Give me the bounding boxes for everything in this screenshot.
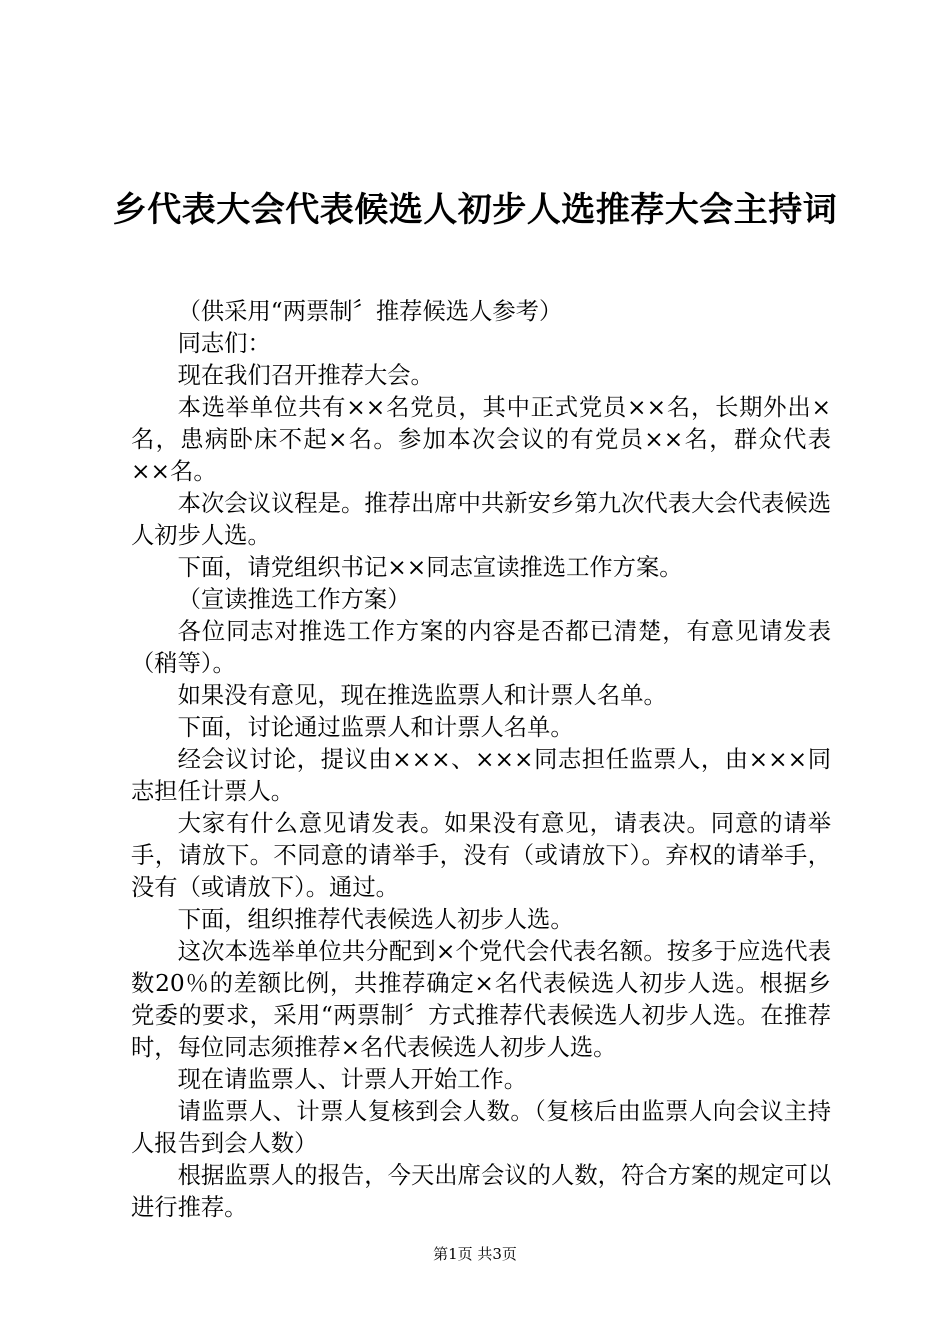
paragraph: 各位同志对推选工作方案的内容是否都已清楚，有意见请发表（稍等）。	[131, 618, 831, 677]
paragraph: 本选举单位共有××名党员，其中正式党员××名，长期外出×名，患病卧床不起×名。参加本次会议的有党员××名，群众代表××名。	[131, 394, 831, 485]
paragraph: 下面，请党组织书记××同志宣读推选工作方案。	[177, 554, 683, 581]
page-footer: 第1页 共3页	[433, 1245, 517, 1263]
paragraph: 同志们：	[177, 330, 271, 357]
paragraph: 下面，组织推荐代表候选人初步人选。	[177, 906, 574, 933]
paragraph: 大家有什么意见请发表。如果没有意见，请表决。同意的请举手，请放下。不同意的请举手，没有（或请放下）。弃权的请举手，没有（或请放下）。通过。	[131, 810, 831, 901]
paragraph: （宣读推选工作方案）	[177, 586, 411, 613]
paragraph: 请监票人、计票人复核到会人数。（复核后由监票人向会议主持人报告到会人数）	[131, 1098, 831, 1157]
paragraph: （供采用“两票制〞推荐候选人参考）	[177, 298, 563, 325]
paragraph: 本次会议议程是。推荐出席中共新安乡第九次代表大会代表候选人初步人选。	[131, 490, 831, 549]
document-title: 乡代表大会代表候选人初步人选推荐大会主持词	[112, 190, 838, 230]
paragraph: 现在我们召开推荐大会。	[177, 362, 434, 389]
paragraph: 根据监票人的报告，今天出席会议的人数，符合方案的规定可以进行推荐。	[131, 1162, 831, 1221]
paragraph: 这次本选举单位共分配到×个党代会代表名额。按多于应选代表数20％的差额比例，共推荐确定×名代表候选人初步人选。根据乡党委的要求，采用“两票制〞方式推荐代表候选人初步人选。在推荐时，每位同志须推荐×名代表候选人初步人选。	[131, 938, 831, 1061]
paragraph: 如果没有意见，现在推选监票人和计票人名单。	[177, 682, 667, 709]
paragraph: 经会议讨论，提议由×××、×××同志担任监票人，由×××同志担任计票人。	[131, 746, 831, 805]
paragraph: 现在请监票人、计票人开始工作。	[177, 1066, 528, 1093]
paragraph: 下面，讨论通过监票人和计票人名单。	[177, 714, 574, 741]
document-body	[131, 296, 831, 1224]
